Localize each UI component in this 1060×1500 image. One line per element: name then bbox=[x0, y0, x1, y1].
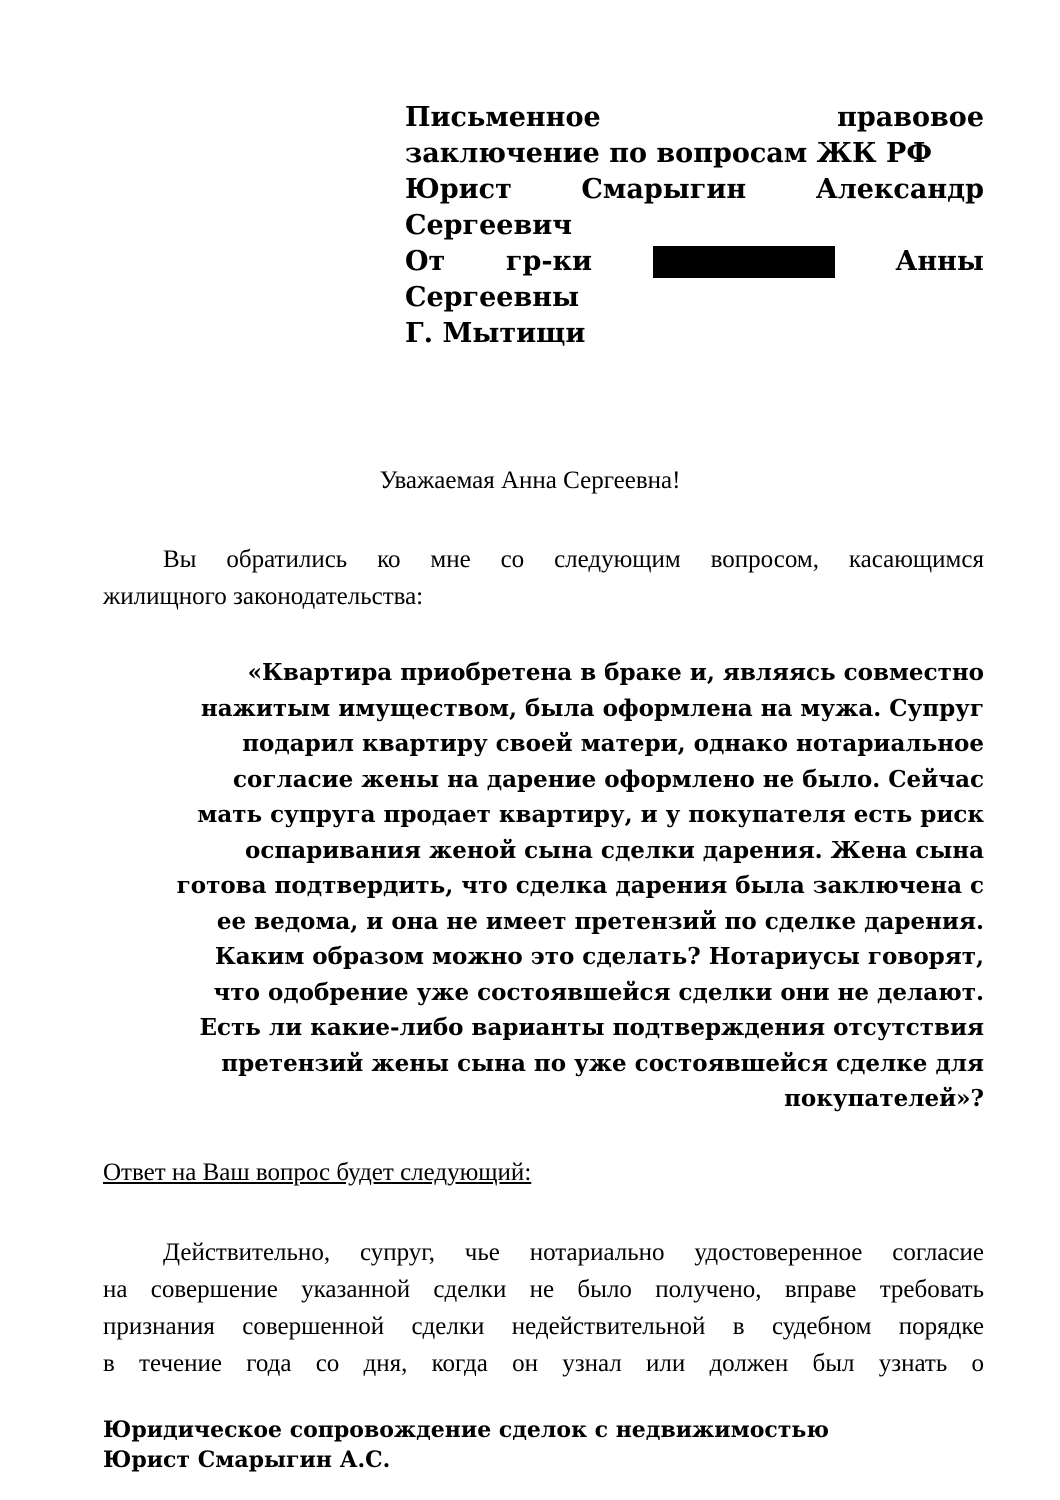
intro-word: со bbox=[500, 546, 525, 573]
header-text: Сергеевич bbox=[405, 210, 572, 241]
answer-word: он bbox=[512, 1350, 538, 1377]
answer-word: совершенной bbox=[242, 1313, 385, 1340]
answer-line-3 bbox=[103, 1308, 984, 1345]
intro-word: ко bbox=[377, 546, 401, 573]
question-line: что одобрение уже состоявшейся сделки они не делают. bbox=[213, 978, 984, 1006]
question-line: Есть ли какие-либо варианты подтверждения отсутствия bbox=[199, 1014, 984, 1041]
header-block bbox=[405, 100, 984, 352]
question-line: оспаривания женой сына сделки дарения. Жена сына bbox=[245, 836, 984, 864]
header-text: Г. Мытищи bbox=[405, 318, 586, 349]
header-word: Смарыгин bbox=[581, 174, 747, 205]
intro-paragraph bbox=[103, 541, 984, 615]
answer-word: течение bbox=[139, 1350, 222, 1377]
header-line-3 bbox=[405, 172, 984, 208]
redaction-bar bbox=[653, 246, 835, 278]
intro-word: обратились bbox=[226, 546, 348, 573]
question-line: согласие жены на дарение оформлено не было. Сейчас bbox=[233, 765, 984, 793]
answer-word: в bbox=[103, 1350, 115, 1377]
answer-word: согласие bbox=[892, 1239, 984, 1266]
answer-word: нотариально bbox=[529, 1239, 665, 1266]
header-line-4 bbox=[405, 208, 984, 244]
question-line: готова подтвердить, что сделка дарения была заключена с bbox=[176, 872, 984, 899]
answer-word: порядке bbox=[898, 1313, 984, 1340]
answer-line-4 bbox=[103, 1345, 984, 1382]
question-line: подарил квартиру своей матери, однако нотариальное bbox=[242, 730, 984, 757]
answer-word: узнать bbox=[878, 1350, 948, 1377]
footer-line-2: Юрист Смарыгин А.С. bbox=[103, 1447, 391, 1473]
question-line: ее ведома, и она не имеет претензий по сделке дарения. bbox=[216, 907, 984, 935]
answer-line-2 bbox=[103, 1271, 984, 1308]
header-text: Сергеевны bbox=[405, 282, 580, 313]
greeting: Уважаемая Анна Сергеевна! bbox=[379, 467, 681, 494]
question-line: покупателей»? bbox=[784, 1085, 984, 1112]
question-line: нажитым имуществом, была оформлена на мужа. Супруг bbox=[200, 694, 984, 722]
question-line: Каким образом можно это сделать? Нотариусы говорят, bbox=[214, 943, 984, 970]
footer-line-1: Юридическое сопровождение сделок с недвижимостью bbox=[103, 1417, 829, 1443]
header-word: гр-ки bbox=[505, 246, 593, 277]
intro-text: жилищного законодательства: bbox=[103, 583, 424, 610]
header-word: От bbox=[405, 246, 446, 277]
answer-word: со bbox=[315, 1350, 340, 1377]
header-word: Анны bbox=[895, 246, 984, 277]
header-word: Юрист bbox=[405, 174, 512, 205]
answer-word: когда bbox=[431, 1350, 488, 1377]
header-word: Александр bbox=[815, 174, 984, 205]
answer-word: удостоверенное bbox=[694, 1239, 863, 1266]
intro-word: касающимся bbox=[848, 546, 984, 573]
header-line-1 bbox=[405, 100, 984, 136]
answer-word: судебном bbox=[771, 1313, 872, 1340]
answer-word: Действительно, bbox=[163, 1239, 331, 1266]
intro-word: следующим bbox=[554, 546, 681, 573]
answer-word: или bbox=[645, 1350, 686, 1377]
question-line: «Квартира приобретена в браке и, являясь совместно bbox=[247, 659, 984, 686]
answer-word: признания bbox=[103, 1313, 215, 1340]
answer-word: недействительной bbox=[511, 1313, 706, 1340]
intro-line-1 bbox=[103, 541, 984, 578]
intro-word: Вы bbox=[163, 546, 197, 573]
answer-word: о bbox=[971, 1350, 984, 1377]
answer-word: сделки bbox=[433, 1276, 507, 1303]
answer-word: должен bbox=[709, 1350, 789, 1377]
question-line: мать супруга продает квартиру, и у покупателя есть риск bbox=[197, 801, 984, 828]
intro-word: вопросом, bbox=[710, 546, 819, 573]
answer-word: указанной bbox=[301, 1276, 411, 1303]
answer-word: было bbox=[577, 1276, 632, 1303]
intro-word: мне bbox=[430, 546, 471, 573]
question-line: претензий жены сына по уже состоявшейся сделке для bbox=[221, 1049, 984, 1077]
header-word: Письменное bbox=[405, 102, 601, 133]
question-quote bbox=[80, 655, 984, 1117]
answer-line-1 bbox=[103, 1234, 984, 1271]
header-line-5 bbox=[405, 244, 984, 280]
answer-word: был bbox=[812, 1350, 855, 1377]
answer-word: узнал bbox=[562, 1350, 622, 1377]
answer-word: требовать bbox=[879, 1276, 984, 1303]
header-text: заключение по вопросам ЖК РФ bbox=[405, 138, 932, 169]
answer-word: на bbox=[103, 1276, 128, 1303]
intro-line-2 bbox=[103, 578, 984, 615]
answer-word: вправе bbox=[784, 1276, 857, 1303]
header-line-2 bbox=[405, 136, 984, 172]
answer-word: совершение bbox=[150, 1276, 278, 1303]
answer-word: дня, bbox=[363, 1350, 408, 1377]
page-footer bbox=[103, 1415, 829, 1475]
answer-word: сделки bbox=[411, 1313, 485, 1340]
answer-paragraph bbox=[103, 1234, 984, 1382]
answer-word: чье bbox=[464, 1239, 500, 1266]
answer-word: не bbox=[529, 1276, 555, 1303]
answer-heading: Ответ на Ваш вопрос будет следующий: bbox=[103, 1159, 532, 1186]
answer-word: года bbox=[246, 1350, 292, 1377]
header-line-6 bbox=[405, 280, 984, 316]
answer-word: получено, bbox=[655, 1276, 762, 1303]
answer-word: супруг, bbox=[359, 1239, 435, 1266]
header-word: правовое bbox=[837, 102, 984, 133]
answer-word: в bbox=[732, 1313, 745, 1340]
header-line-7 bbox=[405, 316, 984, 352]
